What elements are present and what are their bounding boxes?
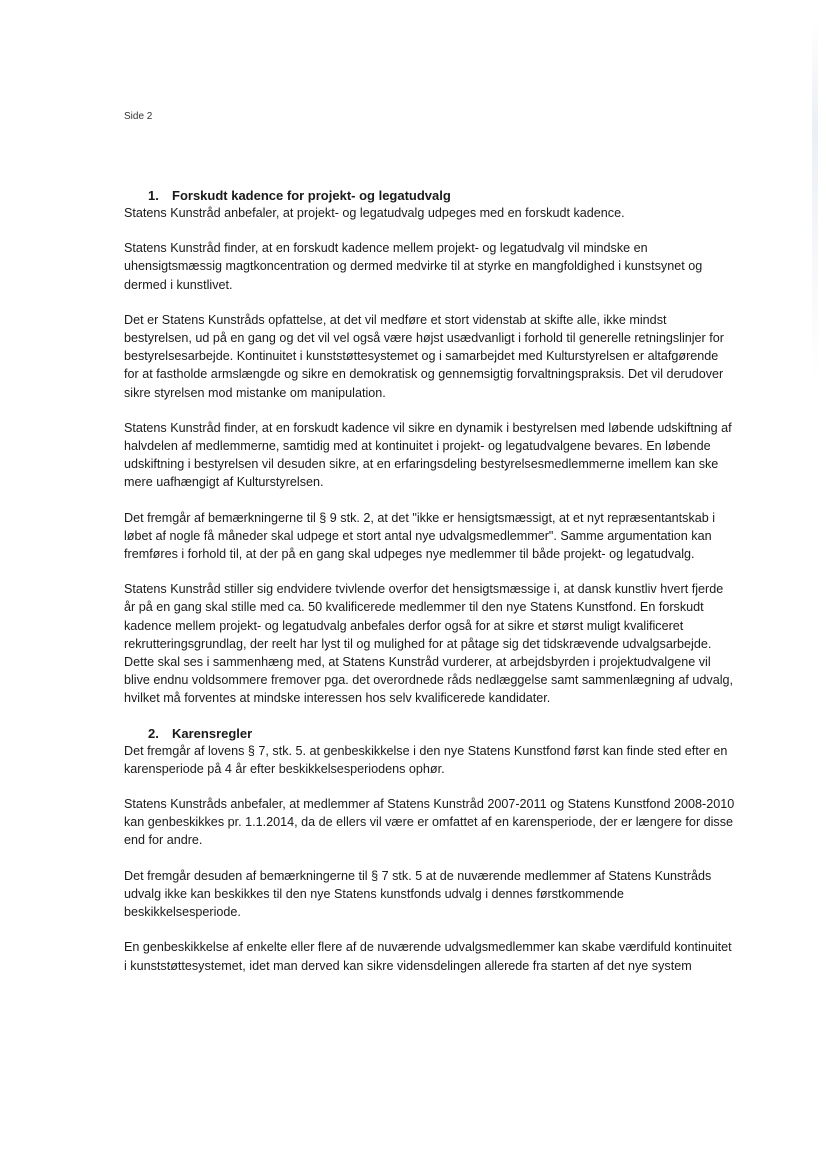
paragraph: Statens Kunstråds anbefaler, at medlemmer af Statens Kunstråd 2007-2011 og Statens Kunstfond 2008-2010 kan genbeskikkes pr. 1.1.2014, da de ellers vil være er omfattet af en karensperiode, der er længere for disse end for andre. [124, 797, 735, 848]
paragraph: Det fremgår af lovens § 7, stk. 5. at genbeskikkelse i den nye Statens Kunstfond først kan finde sted efter en karensperiode på 4 år efter beskikkelsesperiodens ophør. [124, 743, 728, 776]
section-number: 1. [148, 188, 159, 203]
section-1 [124, 187, 736, 708]
paragraph: Det fremgår af bemærkningerne til § 9 stk. 2, at det "ikke er hensigtsmæssigt, at et nyt repræsentantskab i løbet af nogle få måneder skal udpege et stort antal nye udvalgsmedlemmer". Samme argumentation kan fremføres i forhold til, at der på en gang skal udpeges nye medlemmer til både projekt- og legatudvalg. [124, 510, 716, 562]
paragraph: Det er Statens Kunstråds opfattelse, at det vil medføre et stort videnstab at skifte alle, ikke mindst bestyrelsen, ud på en gang og det vil vel også være højst usædvanligt i forhold til generelle retningslinjer for bestyrelsesarbejde. Kontinuitet i kunststøttesystemet og i samarbejdet med Kulturstyrelsen er altafgørende for at fastholde armslængde og sikre en demokratisk og gennemsigtig forvaltningspraksis. Det vil derudover sikre styrelsen mod mistanke om manipulation. [124, 312, 724, 400]
section-title: Forskudt kadence for projekt- og legatudvalg [172, 188, 451, 203]
scan-artifact [812, 20, 818, 380]
section-heading [124, 725, 736, 742]
paragraph: Statens Kunstråd anbefaler, at projekt- og legatudvalg udpeges med en forskudt kadence. [124, 206, 625, 220]
section-number: 2. [148, 725, 159, 741]
page-number: Side 2 [124, 111, 153, 122]
section-heading [124, 187, 736, 204]
paragraph: Statens Kunstråd finder, at en forskudt kadence mellem projekt- og legatudvalg vil mindske en uhensigtsmæssig magtkoncentration og dermed medvirke til at styrke en mangfoldighed i kunstsynet og dermed i kunstlivet. [124, 241, 703, 292]
document-body [124, 187, 736, 992]
paragraph: En genbeskikkelse af enkelte eller flere af de nuværende udvalgsmedlemmer kan skabe værdifuld kontinuitet i kunststøttesystemet, idet man derved kan sikre vidensdelingen allerede fra starten af det nye system [124, 940, 732, 973]
paragraph: Statens Kunstråd stiller sig endvidere tvivlende overfor det hensigtsmæssige i, at dansk kunstliv hvert fjerde år på en gang skal stille med ca. 50 kvalificerede medlemmer til den nye Statens Kunstfond. En forskudt kadence mellem projekt- og legatudvalg anbefales derfor også for at sikre et størst muligt kvalificeret rekrutteringsgrundlag, der reelt har lyst til og mulighed for at påtage sig det tidskrævende udvalgsarbejde. Dette skal ses i sammenhæng med, at Statens Kunstråd vurderer, at arbejdsbyrden i projektudvalgene vil blive endnu voldsommere fremover pga. det overordnede råds nedlæggelse samt sammenlægning af udvalg, hvilket må forventes at mindske interessen hos selv kvalificerede kandidater. [124, 582, 734, 706]
section-2 [124, 725, 736, 975]
paragraph: Det fremgår desuden af bemærkningerne til § 7 stk. 5 at de nuværende medlemmer af Statens Kunstråds udvalg ikke kan beskikkes til den nye Statens kunstfonds udvalg i dennes førstkommende beskikkelsesperiode. [124, 868, 712, 920]
paragraph: Statens Kunstråd finder, at en forskudt kadence vil sikre en dynamik i bestyrelsen med løbende udskiftning af halvdelen af medlemmerne, samtidig med at kontinuitet i projekt- og legatudvalgene bevares. En løbende udskiftning i bestyrelsen vil desuden sikre, at en erfaringsdeling bestyrelsesmedlemmerne imellem kan ske mere uafhængigt af Kulturstyrelsen. [124, 420, 732, 490]
section-title: Karensregler [172, 725, 253, 741]
